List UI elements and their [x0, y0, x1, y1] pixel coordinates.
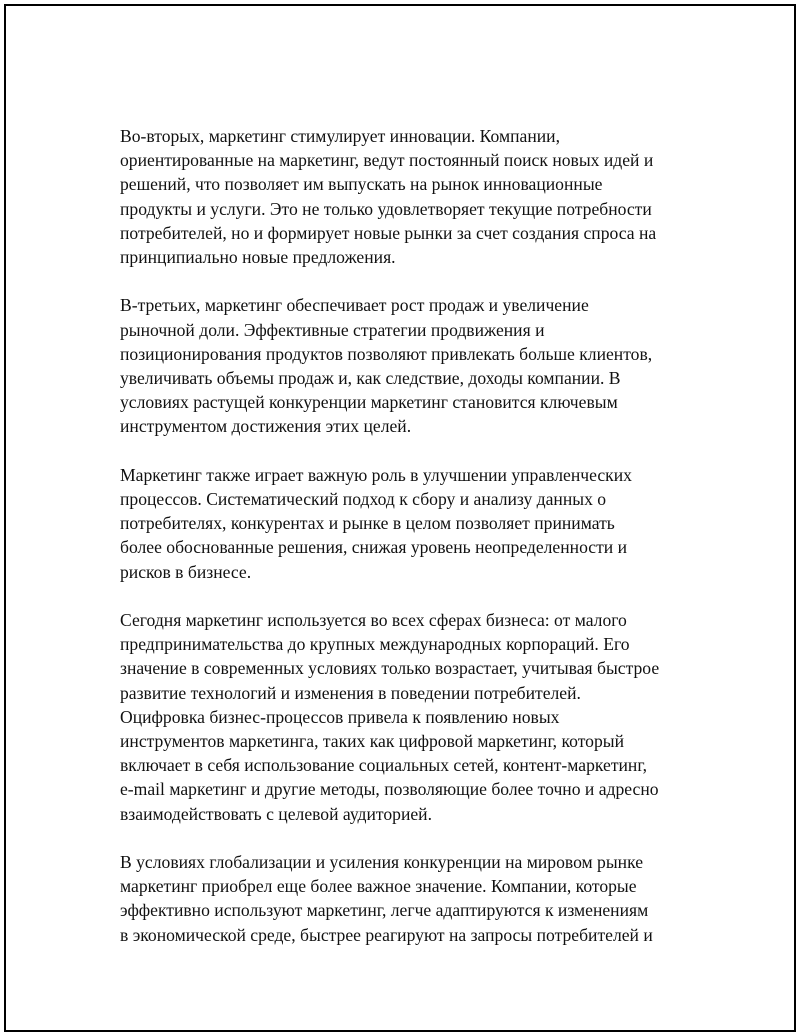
text-line: рисков в бизнесе.	[120, 561, 252, 582]
text-line: В-третьих, маркетинг обеспечивает рост продаж и увеличение	[120, 295, 589, 316]
text-line: продукты и услуги. Это не только удовлетворяет текущие потребности	[120, 198, 652, 219]
text-line: позиционирования продуктов позволяют привлекать больше клиентов,	[120, 343, 653, 364]
text-line: инструментом достижения этих целей.	[120, 416, 412, 437]
paragraph-management	[120, 463, 700, 584]
text-line: В условиях глобализации и усиления конкуренции на мировом рынке	[120, 852, 644, 873]
paragraph-innovation	[120, 124, 700, 269]
text-line: потребителях, конкурентах и рынке в целом позволяет принимать	[120, 513, 615, 534]
text-line: эффективно используют маркетинг, легче адаптируются к изменениям	[120, 900, 649, 921]
page-border	[4, 4, 796, 1032]
paragraph-sales-growth	[120, 293, 700, 438]
text-line: принципиально новые предложения.	[120, 247, 396, 268]
text-line: значение в современных условиях только возрастает, учитывая быстрое	[120, 658, 660, 679]
text-line: e-mail маркетинг и другие методы, позволяющие более точно и адресно	[120, 779, 659, 800]
text-line: увеличивать объемы продаж и, как следствие, доходы компании. В	[120, 368, 621, 389]
document-body	[120, 124, 700, 971]
text-line: условиях растущей конкуренции маркетинг становится ключевым	[120, 392, 618, 413]
text-line: Сегодня маркетинг используется во всех сферах бизнеса: от малого	[120, 610, 627, 631]
paragraph-globalization	[120, 850, 700, 947]
text-line: взаимодействовать с целевой аудиторией.	[120, 803, 432, 824]
text-line: потребителей, но и формирует новые рынки за счет создания спроса на	[120, 222, 657, 243]
text-line: ориентированные на маркетинг, ведут постоянный поиск новых идей и	[120, 150, 654, 171]
text-line: предпринимательства до крупных международных корпораций. Его	[120, 634, 630, 655]
text-line: в экономической среде, быстрее реагируют на запросы потребителей и	[120, 924, 653, 945]
text-line: включает в себя использование социальных сетей, контент-маркетинг,	[120, 755, 647, 776]
text-line: Маркетинг также играет важную роль в улучшении управленческих	[120, 464, 632, 485]
text-line: инструментов маркетинга, таких как цифровой маркетинг, который	[120, 731, 624, 752]
text-line: более обоснованные решения, снижая уровень неопределенности и	[120, 537, 628, 558]
text-line: маркетинг приобрел еще более важное значение. Компании, которые	[120, 876, 637, 897]
text-line: решений, что позволяет им выпускать на рынок инновационные	[120, 174, 603, 195]
text-line: рыночной доли. Эффективные стратегии продвижения и	[120, 319, 545, 340]
text-line: процессов. Систематический подход к сбору и анализу данных о	[120, 489, 607, 510]
text-line: Во-вторых, маркетинг стимулирует инновации. Компании,	[120, 126, 560, 146]
text-line: Оцифровка бизнес-процессов привела к появлению новых	[120, 706, 560, 727]
text-line: развитие технологий и изменения в поведении потребителей.	[120, 682, 581, 703]
paragraph-digital-marketing	[120, 608, 700, 826]
